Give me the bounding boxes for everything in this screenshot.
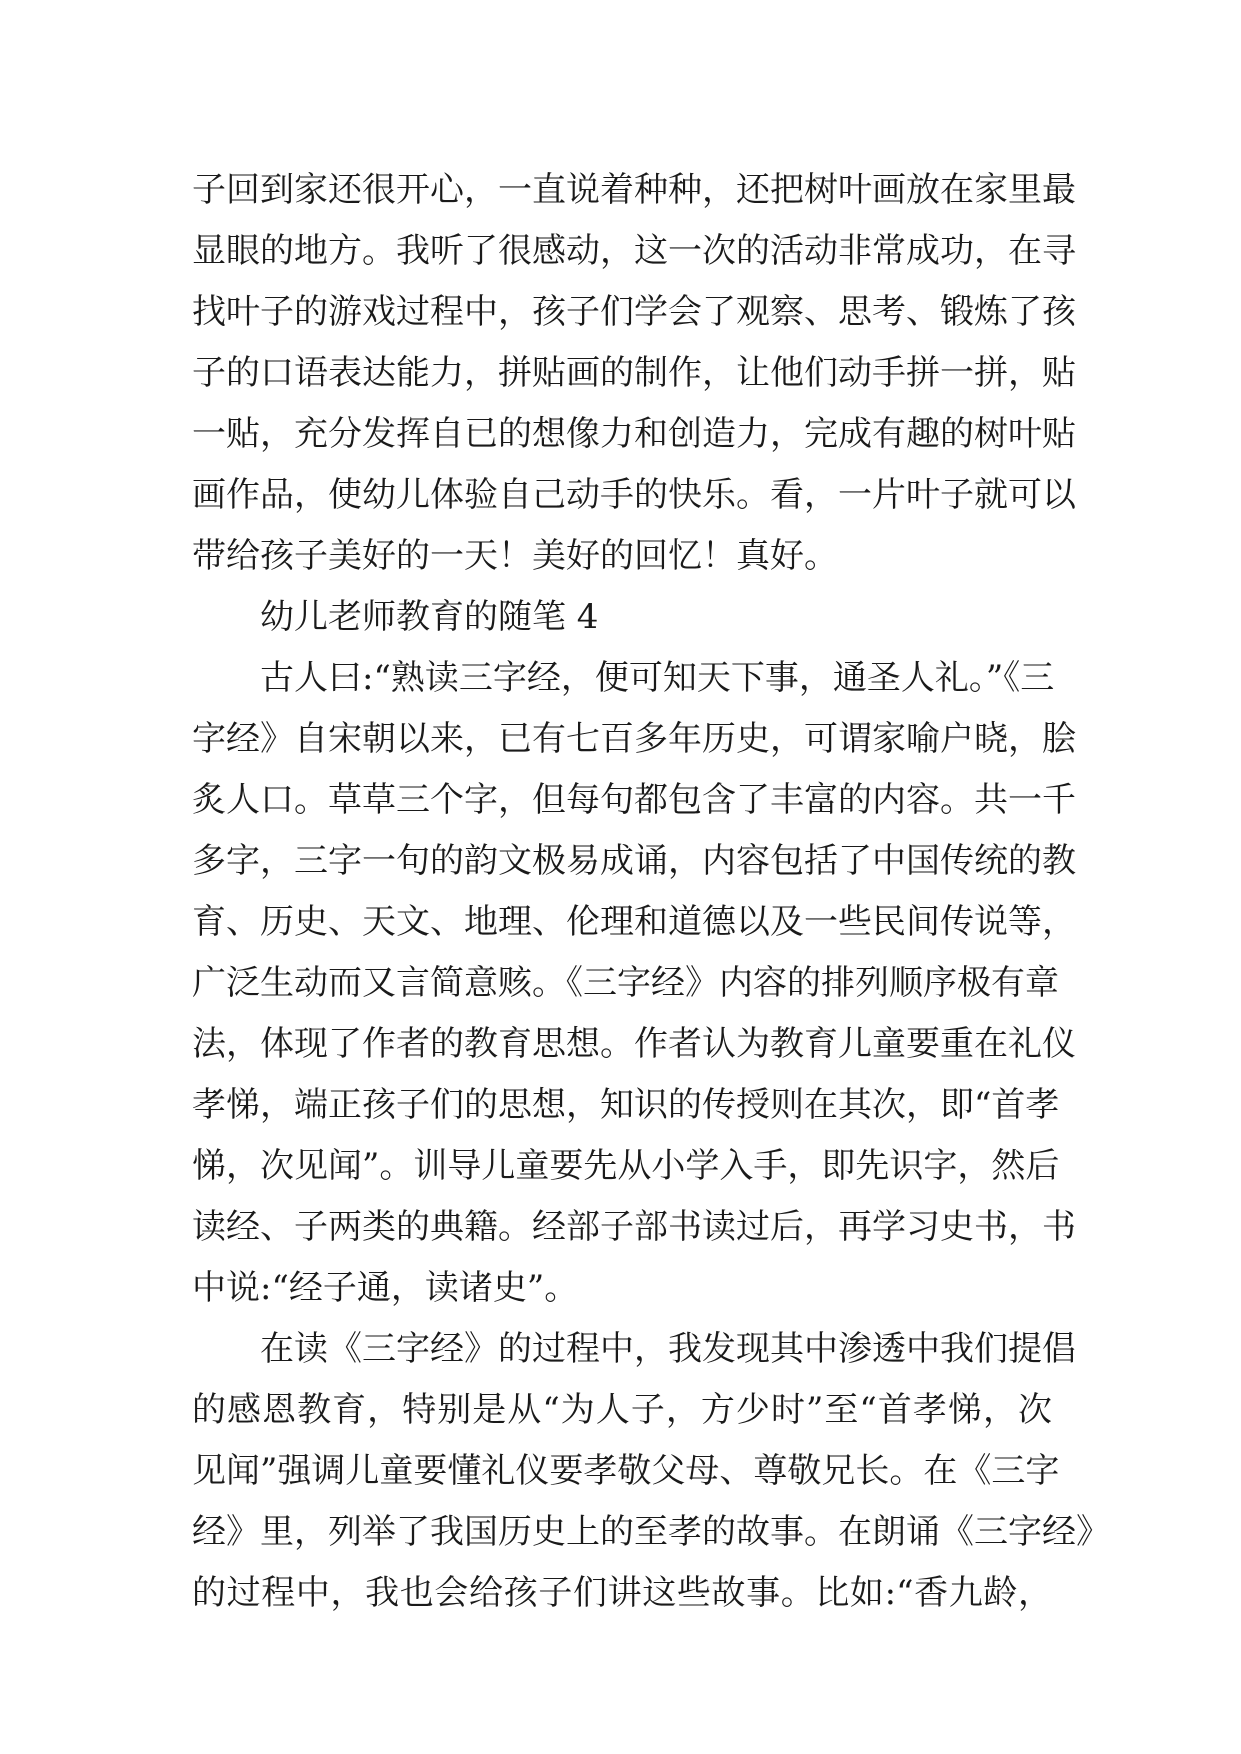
text-line: 炙人口。草草三个字，但每句都包含了丰富的内容。共一千: [192, 780, 1076, 820]
text-line: 的感恩教育，特别是从“为人子，方少时”至“首孝悌，次: [192, 1390, 1052, 1430]
text-line: 多字，三字一句的韵文极易成诵，内容包括了中国传统的教: [192, 841, 1076, 881]
text-line: 子的口语表达能力，拼贴画的制作，让他们动手拼一拼，贴: [192, 353, 1076, 393]
text-line: 见闻”强调儿童要懂礼仪要孝敬父母、尊敬兄长。在《三字: [192, 1451, 1060, 1491]
text-line: 经》里，列举了我国历史上的至孝的故事。在朗诵《三字经》: [192, 1512, 1110, 1552]
paragraph-leaf-activity: [192, 160, 1076, 587]
text-line: 法，体现了作者的教育思想。作者认为教育儿童要重在礼仪: [192, 1024, 1076, 1064]
text-line: 古人曰:“熟读三字经，便可知天下事，通圣人礼。”《三: [260, 658, 1055, 698]
text-line: 悌，次见闻”。训导儿童要先从小学入手，即先识字，然后: [192, 1146, 1060, 1186]
text-line: 显眼的地方。我听了很感动，这一次的活动非常成功，在寻: [192, 231, 1076, 271]
text-line: 带给孩子美好的一天！美好的回忆！真好。: [192, 536, 838, 576]
text-line: 的过程中，我也会给孩子们讲这些故事。比如:“香九龄，: [192, 1573, 1052, 1613]
paragraph-gratitude-education: [192, 1319, 1110, 1624]
text-line: 中说:“经子通，读诸史”。: [192, 1268, 579, 1308]
text-line: 找叶子的游戏过程中，孩子们学会了观察、思考、锻炼了孩: [192, 292, 1076, 332]
text-line: 字经》自宋朝以来，已有七百多年历史，可谓家喻户晓，脍: [192, 719, 1076, 759]
text-line: 子回到家还很开心，一直说着种种，还把树叶画放在家里最: [192, 170, 1076, 210]
text-line: 广泛生动而又言简意赅。《三字经》内容的排列顺序极有章: [192, 963, 1059, 1003]
text-line: 在读《三字经》的过程中，我发现其中渗透中我们提倡: [260, 1329, 1076, 1369]
text-line: 读经、子两类的典籍。经部子部书读过后，再学习史书，书: [192, 1207, 1076, 1247]
text-line: 画作品，使幼儿体验自己动手的快乐。看，一片叶子就可以: [192, 475, 1076, 515]
text-line: 孝悌，端正孩子们的思想，知识的传授则在其次，即“首孝: [192, 1085, 1060, 1125]
text-line: 一贴，充分发挥自已的想像力和创造力，完成有趣的树叶贴: [192, 414, 1076, 454]
section-heading: 幼儿老师教育的随笔 4: [260, 597, 599, 637]
text-line: 育、历史、天文、地理、伦理和道德以及一些民间传说等，: [192, 902, 1076, 942]
document-body: [192, 160, 1110, 1624]
paragraph-three-character-classic-intro: [192, 648, 1076, 1319]
